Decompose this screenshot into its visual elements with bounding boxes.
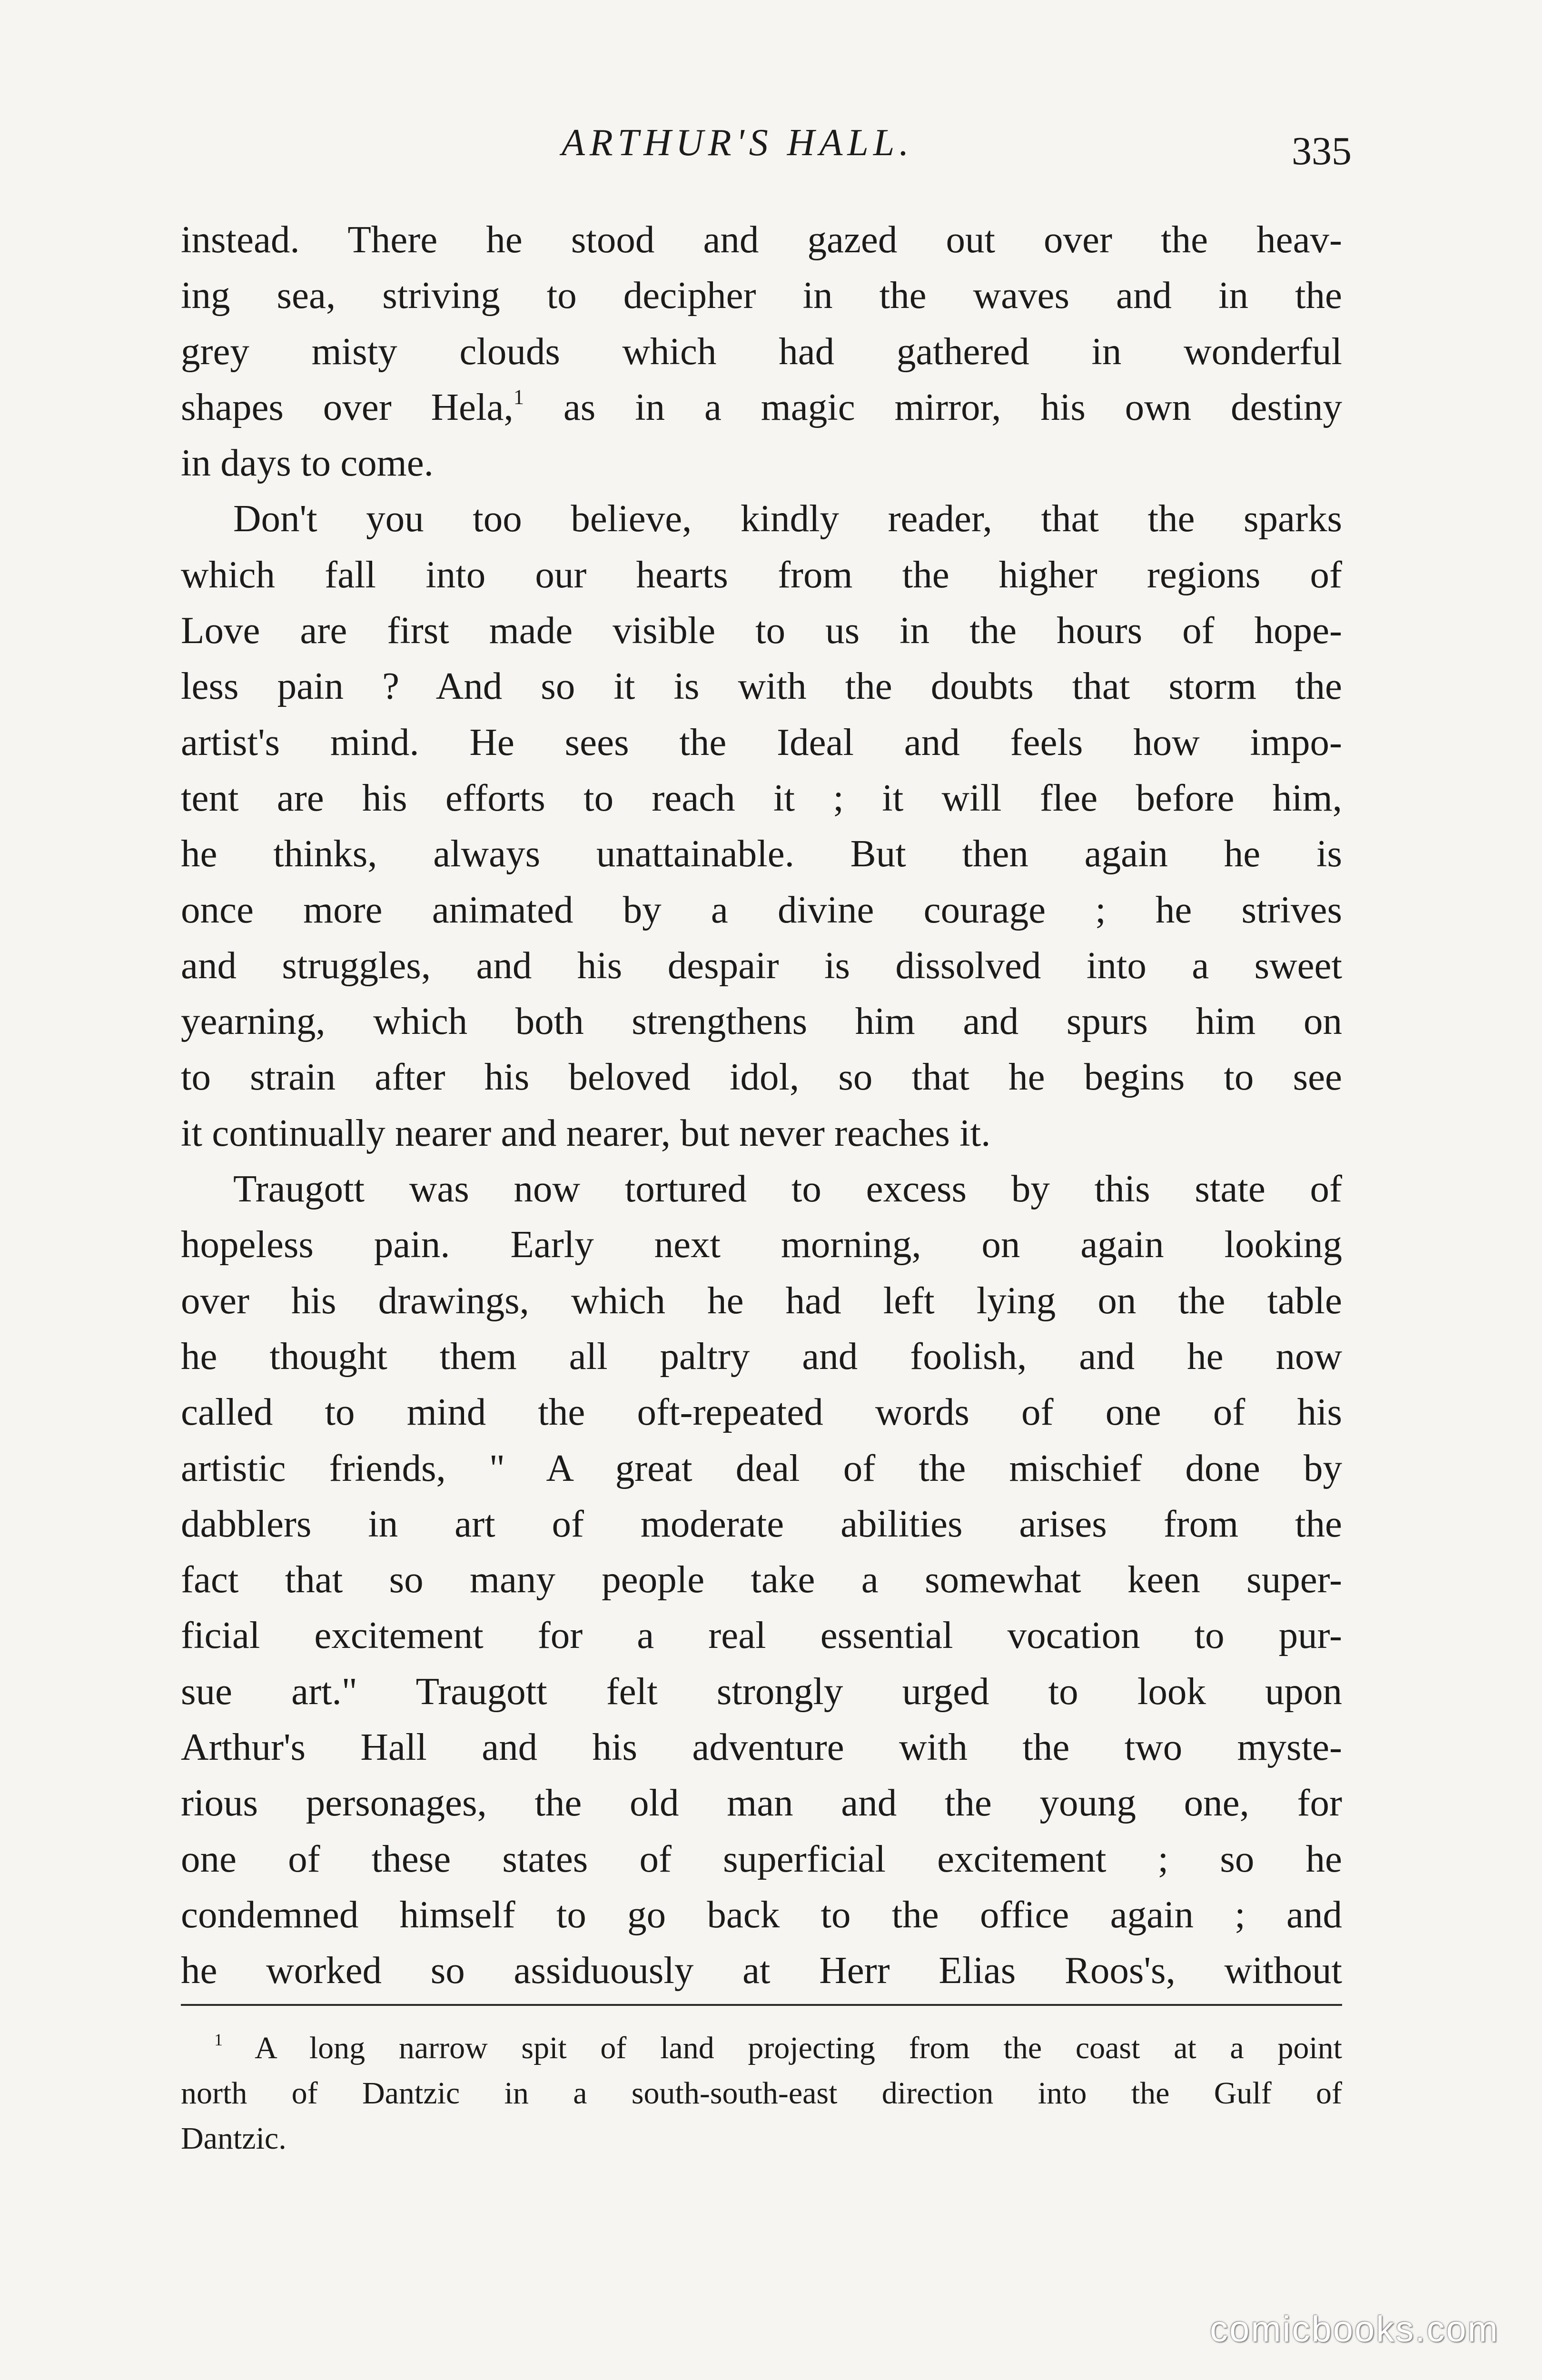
site-watermark: comicbooks.com <box>1210 2309 1499 2350</box>
text-line: once more animated by a divine courage ; he strives <box>181 888 1342 931</box>
footnote-line: Dantzic. <box>181 2121 287 2156</box>
footnote <box>181 2025 1342 2161</box>
text-line: he thinks, always unattainable. But then again he is <box>181 832 1342 875</box>
text-line: Arthur's Hall and his adventure with the two myste- <box>181 1726 1342 1769</box>
footnote-marker: 1 <box>214 2030 223 2049</box>
footnote-line: north of Dantzic in a south-south-east direction into the Gulf of <box>181 2076 1342 2111</box>
footnote-divider <box>181 2004 1342 2006</box>
footnote-reference: 1 <box>513 385 524 409</box>
page-header <box>181 121 1361 174</box>
text-fragment: shapes over Hela, <box>181 385 514 428</box>
text-line: he worked so assiduously at Herr Elias Roos's, without <box>181 1949 1342 1992</box>
text-line: Traugott was now tortured to excess by this state of <box>233 1167 1342 1210</box>
text-line: Don't you too believe, kindly reader, that the sparks <box>233 497 1342 540</box>
page-number: 335 <box>1292 129 1352 173</box>
text-line: ficial excitement for a real essential vocation to pur- <box>181 1614 1342 1657</box>
text-line: in days to come. <box>181 441 434 485</box>
text-line: sue art." Traugott felt strongly urged to look upon <box>181 1669 1342 1713</box>
text-line: to strain after his beloved idol, so that he begins to see <box>181 1055 1342 1099</box>
text-line: instead. There he stood and gazed out over the heav- <box>181 218 1342 261</box>
text-line: less pain ? And so it is with the doubts that storm the <box>181 664 1342 708</box>
text-line: rious personages, the old man and the young one, for <box>181 1781 1342 1825</box>
text-line: over his drawings, which he had left lying on the table <box>181 1279 1342 1322</box>
body-text <box>181 212 1342 1999</box>
footnote-line <box>181 2025 1342 2071</box>
text-line: fact that so many people take a somewhat keen super- <box>181 1558 1342 1601</box>
text-line: grey misty clouds which had gathered in wonderful <box>181 329 1342 373</box>
text-line: he thought them all paltry and foolish, and he now <box>181 1334 1342 1378</box>
text-line: and struggles, and his despair is dissolved into a sweet <box>181 943 1342 987</box>
text-line: called to mind the oft-repeated words of one of his <box>181 1390 1342 1434</box>
text-line: artistic friends, " A great deal of the mischief done by <box>181 1446 1342 1489</box>
text-line: ing sea, striving to decipher in the waves and in the <box>181 274 1342 317</box>
text-line: which fall into our hearts from the higher regions of <box>181 553 1342 596</box>
text-line: tent are his efforts to reach it ; it will flee before him, <box>181 776 1342 819</box>
running-title: ARTHUR'S HALL. <box>562 122 914 164</box>
text-line: dabblers in art of moderate abilities arises from the <box>181 1502 1342 1545</box>
footnote-text: A long narrow spit of land projecting from the coast at a point <box>255 2031 1342 2065</box>
text-fragment: as in a magic mirror, his own destiny <box>524 385 1342 428</box>
text-line: hopeless pain. Early next morning, on again looking <box>181 1223 1342 1266</box>
text-line <box>181 379 1342 435</box>
text-line: artist's mind. He sees the Ideal and feels how impo- <box>181 720 1342 764</box>
text-line: yearning, which both strengthens him and spurs him on <box>181 1000 1342 1043</box>
text-line: condemned himself to go back to the office again ; and <box>181 1893 1342 1936</box>
text-line: Love are first made visible to us in the hours of hope- <box>181 609 1342 652</box>
text-line: one of these states of superficial excitement ; so he <box>181 1837 1342 1880</box>
text-line: it continually nearer and nearer, but never reaches it. <box>181 1111 991 1154</box>
